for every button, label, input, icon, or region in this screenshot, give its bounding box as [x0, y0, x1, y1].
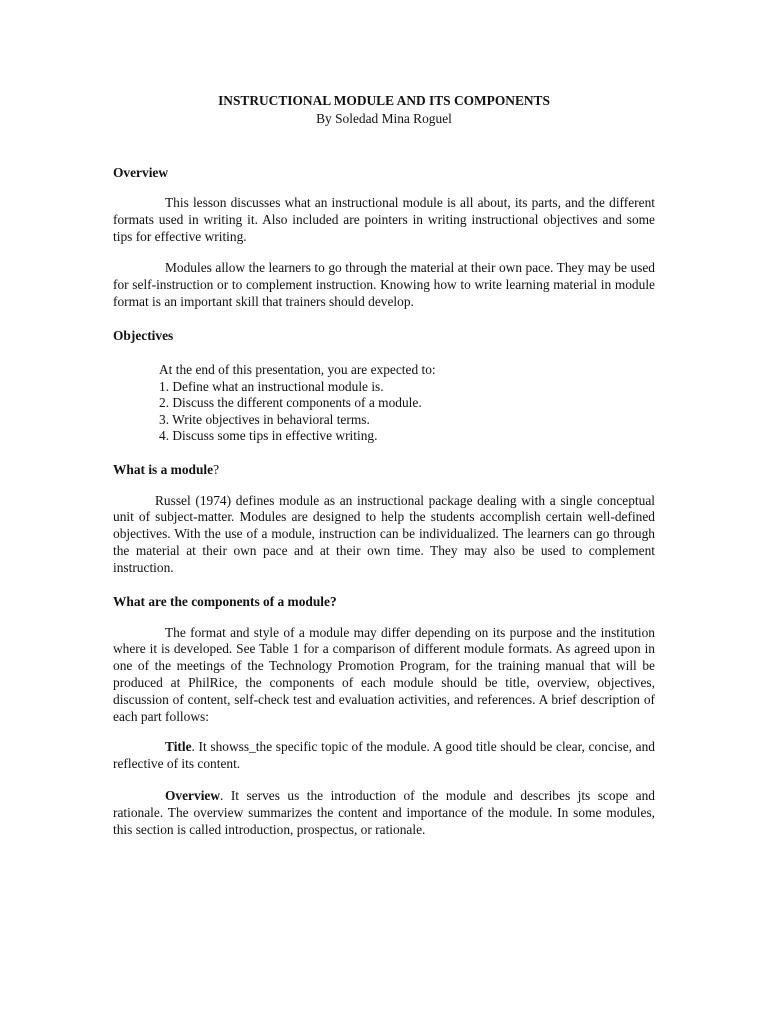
document-author: By Soledad Mina Roguel [316, 111, 452, 126]
component-title-paragraph [113, 739, 655, 773]
heading-components: What are the components of a module? [113, 593, 337, 609]
document-page [113, 92, 655, 838]
overview-paragraph-2: Modules allow the learners to go through the material at their own pace. They may be used for self-instruction or to complement instruction. Knowing how to write learning material in module format is an important skill that trainers should develop. [113, 260, 655, 309]
component-overview-label: Overview [165, 787, 221, 803]
list-item: 1. Define what an instructional module is. [159, 378, 384, 394]
component-overview-paragraph [113, 788, 655, 838]
component-overview-text: . It serves us the introduction of the module and describes jts scope and rationale. The overview summarizes the content and importance of the module. In some modules, this section is called introduction, prospectus, or rationale. [113, 787, 655, 837]
document-title: INSTRUCTIONAL MODULE AND ITS COMPONENTS [218, 93, 550, 108]
component-title-text: . It showss_the specific topic of the module. A good title should be clear, concise, and reflective of its content. [113, 739, 655, 772]
components-paragraph: The format and style of a module may differ depending on its purpose and the institution where it is developed. See Table 1 for a comparison of different module formats. As agreed upon in one of the meetings of the Technology Promotion Program, for the training manual that will be produced at PhilRice, the components of each module should be title, overview, objectives, discussion of content, self-check test and evaluation activities, and references. A brief description of each part follows: [113, 624, 655, 724]
heading-objectives: Objectives [113, 327, 174, 343]
list-item: 2. Discuss the different components of a module. [159, 395, 422, 411]
heading-overview: Overview [113, 165, 169, 180]
heading-what-is-module-text: What is a module [113, 461, 214, 477]
list-item: 4. Discuss some tips in effective writing. [159, 428, 378, 444]
objectives-intro: At the end of this presentation, you are expected to: [159, 361, 436, 377]
heading-what-is-module [113, 461, 655, 479]
heading-what-is-module-suffix: ? [213, 461, 220, 477]
list-item: 3. Write objectives in behavioral terms. [159, 411, 370, 427]
component-title-label: Title [165, 739, 192, 755]
overview-paragraph-1: This lesson discusses what an instructional module is all about, its parts, and the different formats used in writing it. Also included are pointers in writing instructional objectives and some tips for effective writing. [113, 195, 655, 244]
what-is-paragraph: Russel (1974) defines module as an instructional package dealing with a single conceptual unit of subject-matter. Modules are designed to help the students accomplish certain well-defined objectives. With the use of a module, instruction can be individualized. The learners can go through the material at their own pace and at their own time. They may also be used to complement instruction. [113, 492, 655, 575]
objectives-list [159, 379, 655, 445]
